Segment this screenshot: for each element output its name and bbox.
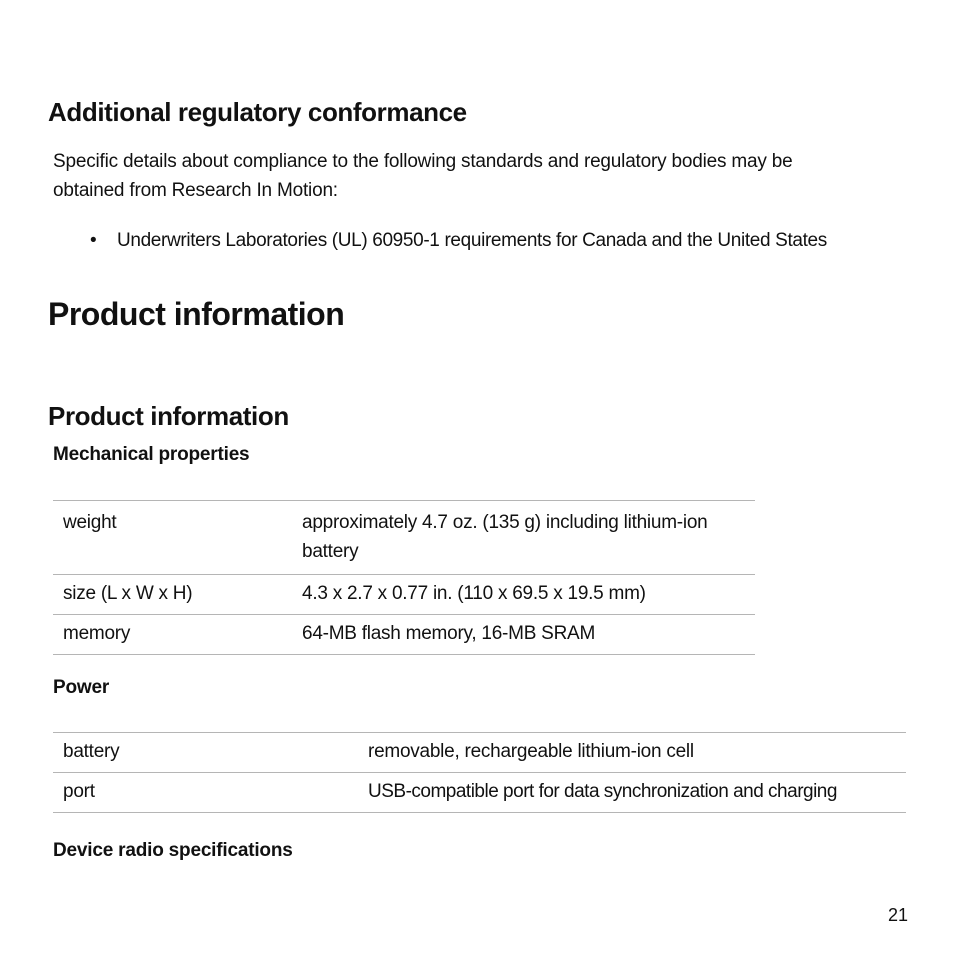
section-title: Product information [48, 401, 289, 431]
power-heading: Power [53, 677, 110, 698]
regulatory-heading: Additional regulatory conformance [48, 97, 467, 127]
battery-label: battery [53, 733, 368, 773]
port-label: port [53, 773, 368, 813]
table-row [53, 773, 906, 813]
table-row [53, 615, 755, 655]
bullet-icon: • [90, 230, 97, 251]
battery-value: removable, rechargeable lithium-ion cell [368, 733, 906, 773]
radio-heading: Device radio specifications [53, 840, 293, 861]
mechanical-table [53, 500, 755, 655]
regulatory-intro [53, 147, 913, 205]
list-item-text: Underwriters Laboratories (UL) 60950-1 requirements for Canada and the United States [117, 230, 827, 251]
table-row [53, 501, 755, 575]
list-item [90, 226, 827, 255]
page-number: 21 [888, 905, 909, 925]
chapter-title: Product information [48, 296, 345, 332]
weight-label: weight [53, 501, 302, 575]
size-label: size (L x W x H) [53, 575, 302, 615]
memory-value: 64-MB flash memory, 16-MB SRAM [302, 615, 755, 655]
weight-value-line2: battery [302, 541, 359, 562]
size-value: 4.3 x 2.7 x 0.77 in. (110 x 69.5 x 19.5 mm) [302, 575, 755, 615]
table-row [53, 733, 906, 773]
table-row [53, 575, 755, 615]
weight-value [302, 501, 755, 575]
weight-value-line1: approximately 4.7 oz. (135 g) including lithium-ion [302, 512, 708, 533]
port-value: USB-compatible port for data synchronization and charging [368, 773, 906, 813]
power-table [53, 732, 906, 813]
mechanical-heading: Mechanical properties [53, 444, 250, 465]
regulatory-intro-line1: Specific details about compliance to the following standards and regulatory bodies may be [53, 151, 793, 172]
regulatory-intro-line2: obtained from Research In Motion: [53, 180, 338, 201]
memory-label: memory [53, 615, 302, 655]
